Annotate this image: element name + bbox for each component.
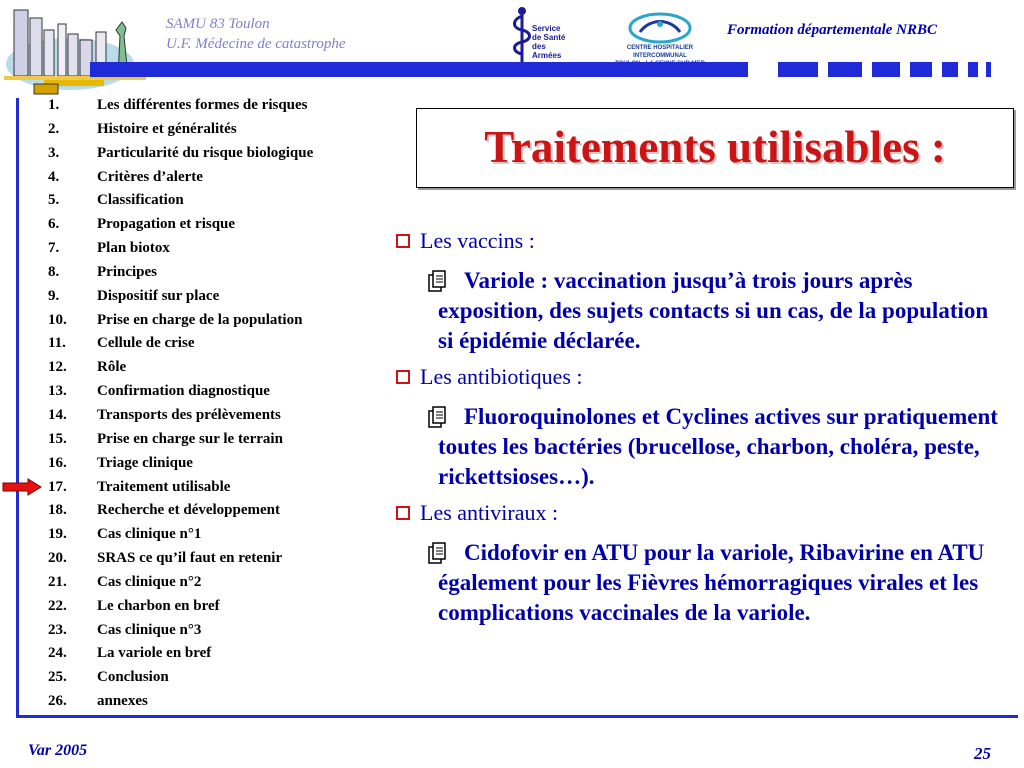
toc-item-label: Prise en charge de la population bbox=[97, 311, 303, 328]
toc-item-label: Rôle bbox=[97, 359, 127, 376]
toc-item[interactable] bbox=[30, 356, 313, 380]
square-bullet-icon bbox=[396, 370, 410, 384]
toc-item-label: Traitement utilisable bbox=[97, 478, 231, 495]
header-square bbox=[942, 62, 958, 77]
toc-item-number: 10. bbox=[48, 311, 67, 328]
toc-item[interactable] bbox=[30, 166, 313, 190]
bottom-frame-line bbox=[16, 715, 1018, 718]
toc-item[interactable] bbox=[30, 285, 313, 309]
toc-item[interactable] bbox=[30, 261, 313, 285]
chi-emblem-icon bbox=[600, 10, 720, 44]
toc-item-number: 20. bbox=[48, 550, 67, 567]
org-line-1: SAMU 83 Toulon bbox=[166, 16, 270, 32]
toc-item[interactable] bbox=[30, 237, 313, 261]
title-box bbox=[416, 108, 1014, 188]
toc-item[interactable] bbox=[30, 309, 313, 333]
toc-item-number: 18. bbox=[48, 502, 67, 519]
toc-item-label: Confirmation diagnostique bbox=[97, 383, 270, 400]
toc-item-number: 2. bbox=[48, 120, 60, 137]
toc-item[interactable] bbox=[30, 547, 313, 571]
document-bullet-icon bbox=[428, 270, 446, 292]
toc-item-number: 24. bbox=[48, 645, 67, 662]
toc-item-number: 9. bbox=[48, 287, 60, 304]
section-item: Cidofovir en ATU pour la variole, Ribavirine en ATU également pour les Fièvres hémorragiques virales et les complications vaccinales de la variole. bbox=[438, 538, 1006, 628]
square-bullet-icon bbox=[396, 506, 410, 520]
toc-item-label: Cas clinique n°3 bbox=[97, 621, 202, 638]
section-heading: Les antiviraux : bbox=[396, 498, 1006, 528]
toc-item-label: Plan biotox bbox=[97, 240, 170, 257]
org-line-2: U.F. Médecine de catastrophe bbox=[166, 36, 346, 52]
chi-logo-text: CENTRE HOSPITALIER INTERCOMMUNAL bbox=[626, 45, 694, 59]
toc-item-number: 7. bbox=[48, 240, 60, 257]
current-section-arrow-icon bbox=[2, 478, 42, 496]
toc-item[interactable] bbox=[30, 404, 313, 428]
header-square bbox=[872, 62, 900, 77]
toc-item-number: 15. bbox=[48, 430, 67, 447]
section-item: Variole : vaccination jusqu’à trois jours après exposition, des sujets contacts si un cas, de la population si épidémie déclarée. bbox=[438, 266, 1006, 356]
document-bullet-icon bbox=[428, 406, 446, 428]
toc-item-label: annexes bbox=[97, 693, 148, 710]
toc-item-number: 13. bbox=[48, 383, 67, 400]
toc-item[interactable] bbox=[30, 523, 313, 547]
toc-item[interactable] bbox=[30, 189, 313, 213]
toc-item[interactable] bbox=[30, 499, 313, 523]
toc-item[interactable] bbox=[30, 332, 313, 356]
toc-item-number: 16. bbox=[48, 454, 67, 471]
section-item: Fluoroquinolones et Cyclines actives sur pratiquement toutes les bactéries (brucellose, charbon, choléra, peste, rickettsioses…). bbox=[438, 402, 1006, 492]
toc-item[interactable] bbox=[30, 452, 313, 476]
toc-item-label: SRAS ce qu’il faut en retenir bbox=[97, 550, 283, 567]
header-square bbox=[910, 62, 932, 77]
toc-item-number: 25. bbox=[48, 669, 67, 686]
toc-item[interactable] bbox=[30, 380, 313, 404]
toc-item-label: Propagation et risque bbox=[97, 216, 236, 233]
toc-item-label: Classification bbox=[97, 192, 184, 209]
toc-item[interactable] bbox=[30, 118, 313, 142]
toc-item-number: 8. bbox=[48, 263, 60, 280]
toc-item-number: 19. bbox=[48, 526, 67, 543]
header-bar bbox=[90, 62, 748, 77]
toc-item[interactable] bbox=[30, 619, 313, 643]
toc-item-label: Dispositif sur place bbox=[97, 287, 220, 304]
header-square bbox=[986, 62, 991, 77]
header-square bbox=[828, 62, 862, 77]
toc-item-number: 3. bbox=[48, 144, 60, 161]
footer-date: Var 2005 bbox=[28, 742, 88, 759]
ssa-logo-text: Service de Santé des Armées bbox=[532, 24, 566, 60]
toc-item-label: Histoire et généralités bbox=[97, 120, 237, 137]
toc-item[interactable] bbox=[30, 142, 313, 166]
toc-item-number: 22. bbox=[48, 597, 67, 614]
toc-item-number: 11. bbox=[48, 335, 66, 352]
toc-item[interactable] bbox=[30, 690, 313, 714]
toc-item-number: 4. bbox=[48, 168, 60, 185]
toc-item-label: Triage clinique bbox=[97, 454, 193, 471]
caduceus-icon bbox=[510, 6, 534, 64]
toc-item[interactable] bbox=[30, 642, 313, 666]
toc-item-number: 21. bbox=[48, 573, 67, 590]
chi-toulon-logo bbox=[600, 10, 720, 64]
toc-item-label: Particularité du risque biologique bbox=[97, 144, 314, 161]
toc-item-number: 5. bbox=[48, 192, 60, 209]
toc-item-label: Prise en charge sur le terrain bbox=[97, 430, 283, 447]
course-title: Formation départementale NRBC bbox=[727, 22, 938, 38]
header-square bbox=[778, 62, 818, 77]
toc-item-number: 23. bbox=[48, 621, 67, 638]
toc-item-number: 12. bbox=[48, 359, 67, 376]
toc-item[interactable] bbox=[30, 428, 313, 452]
toc-item-label: Principes bbox=[97, 263, 157, 280]
toc-item-number: 1. bbox=[48, 97, 60, 113]
section-heading: Les vaccins : bbox=[396, 226, 1006, 256]
toc-item[interactable] bbox=[30, 595, 313, 619]
toc-item-label: Conclusion bbox=[97, 669, 169, 686]
toc-item-label: Critères d’alerte bbox=[97, 168, 203, 185]
toc-item-label: Transports des prélèvements bbox=[97, 406, 281, 423]
service-sante-armees-logo bbox=[510, 6, 576, 64]
toc-item[interactable] bbox=[30, 94, 313, 118]
toc-item-label: Recherche et développement bbox=[97, 502, 281, 519]
toc-item-number: 26. bbox=[48, 693, 67, 710]
toc-item-number: 6. bbox=[48, 216, 60, 233]
toc-item-label: La variole en bref bbox=[97, 645, 212, 662]
toc-item[interactable] bbox=[30, 571, 313, 595]
header-square bbox=[968, 62, 978, 77]
toc-item[interactable] bbox=[30, 666, 313, 690]
toc-item-number: 14. bbox=[48, 406, 67, 423]
toc-item[interactable] bbox=[30, 213, 313, 237]
organization-header bbox=[166, 14, 346, 54]
section-heading: Les antibiotiques : bbox=[396, 362, 1006, 392]
toc-item[interactable] bbox=[30, 476, 313, 500]
toc-item-label: Cellule de crise bbox=[97, 335, 195, 352]
page-number: 25 bbox=[974, 744, 991, 763]
toc-item-label: Cas clinique n°2 bbox=[97, 573, 202, 590]
table-of-contents bbox=[30, 94, 313, 714]
toc-item-label: Les différentes formes de risques bbox=[97, 97, 308, 113]
toc-item-label: Cas clinique n°1 bbox=[97, 526, 202, 543]
toc-item-label: Le charbon en bref bbox=[97, 597, 220, 614]
toc-item-number: 17. bbox=[48, 478, 67, 495]
document-bullet-icon bbox=[428, 542, 446, 564]
slide-title: Traitements utilisables : bbox=[484, 122, 946, 172]
slide-content bbox=[396, 226, 1006, 628]
city-skyline-logo bbox=[4, 4, 146, 98]
square-bullet-icon bbox=[396, 234, 410, 248]
left-frame-line bbox=[16, 98, 19, 718]
